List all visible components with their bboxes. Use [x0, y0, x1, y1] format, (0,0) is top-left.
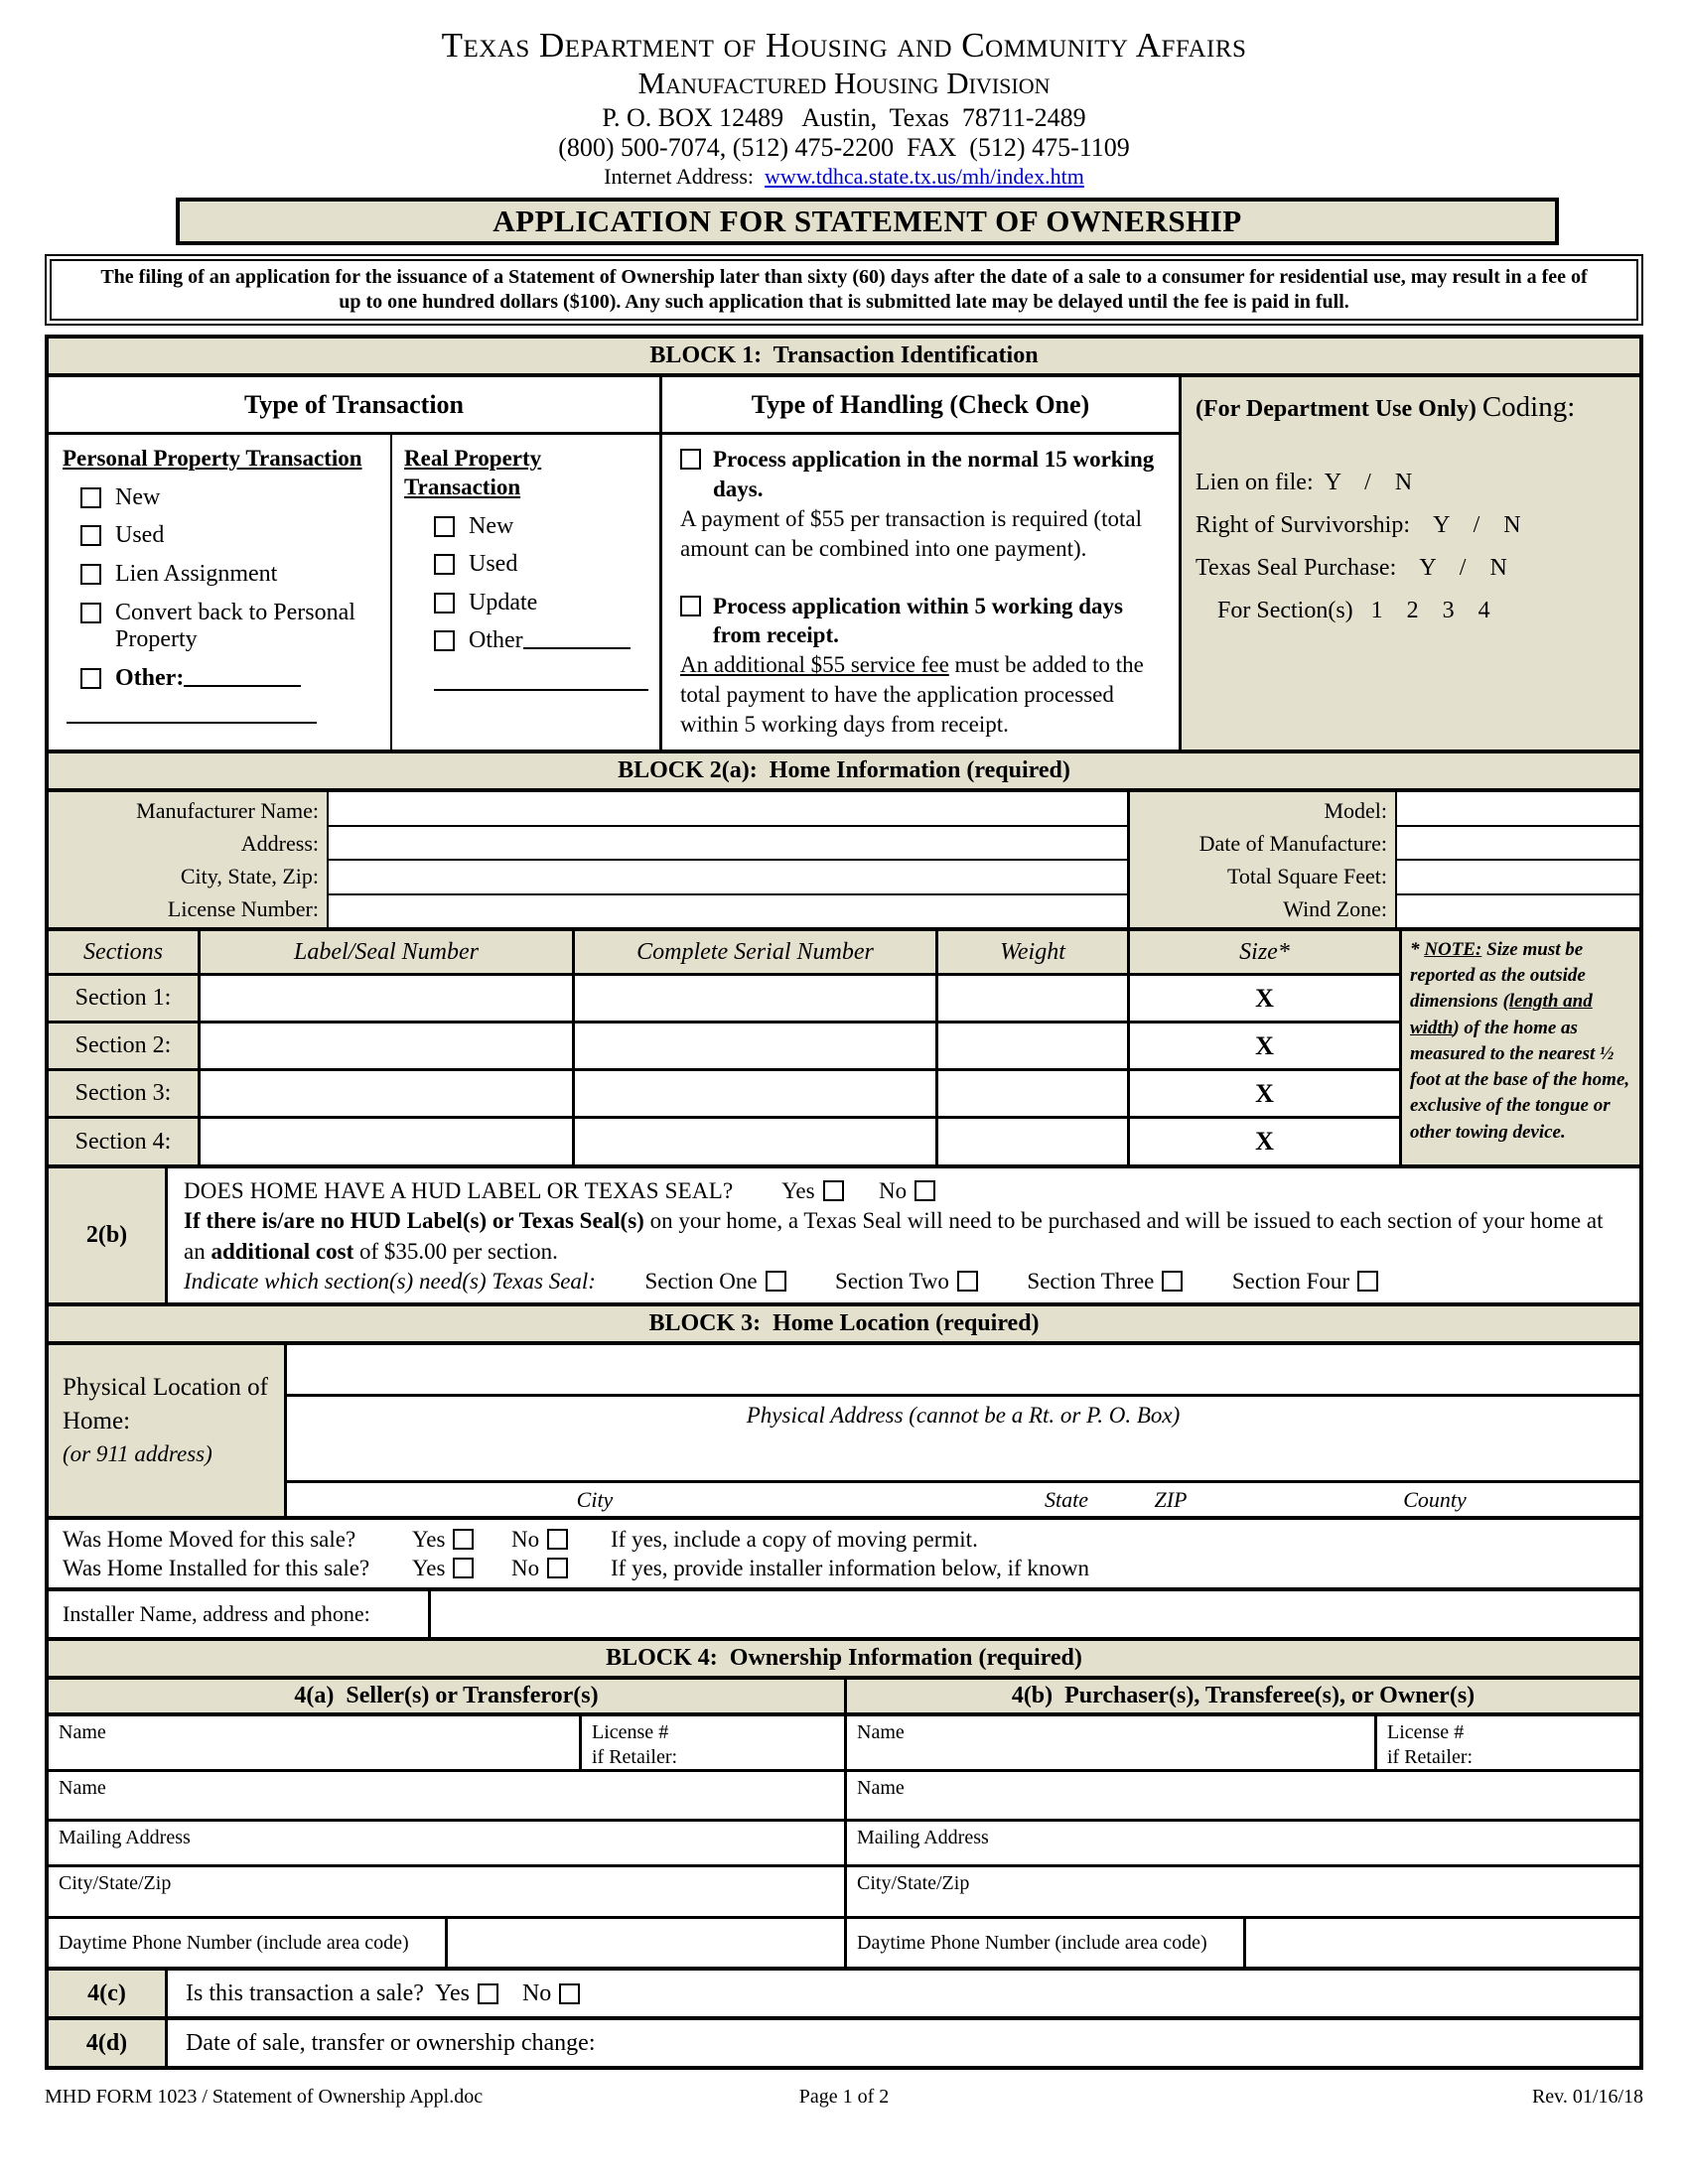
moved-yes-label: Yes	[412, 1527, 446, 1553]
zip-label: ZIP	[1154, 1486, 1188, 1512]
division-name: Manufactured Housing Division	[637, 66, 1051, 100]
physical-address-hint-cell[interactable]	[287, 1397, 1639, 1480]
letterhead	[45, 26, 1643, 190]
real-new-label: New	[469, 512, 514, 539]
block4-header: BLOCK 4: Ownership Information (required)	[49, 1637, 1639, 1680]
home-installed-question: Was Home Installed for this sale?	[63, 1556, 370, 1581]
installer-label: Installer Name, address and phone:	[49, 1591, 431, 1637]
purchaser-name2-label: Name	[857, 1777, 905, 1800]
manufacturer-inputs	[327, 792, 1127, 927]
seller-phone-input[interactable]	[448, 1919, 844, 1967]
real-property-subcolumn	[390, 435, 659, 750]
personal-convert-checkbox[interactable]	[80, 603, 101, 623]
sale-yes-checkbox[interactable]	[478, 1983, 498, 2004]
seal-section-three-checkbox[interactable]	[1162, 1271, 1183, 1292]
sections-table	[49, 927, 1639, 1164]
department-coding-column	[1179, 377, 1639, 750]
purchaser-name2-cell[interactable]	[847, 1772, 1639, 1822]
personal-option-convert	[80, 600, 384, 654]
manufacturer-citystatezip-label: City, State, Zip:	[180, 863, 319, 888]
personal-option-new	[80, 484, 384, 512]
block1-header: BLOCK 1: Transaction Identification	[49, 339, 1639, 377]
installer-row	[49, 1587, 1639, 1637]
purchaser-phone-input[interactable]	[1246, 1919, 1639, 1967]
wind-zone-input[interactable]	[1397, 895, 1639, 928]
section2-weight-input[interactable]	[938, 1024, 1127, 1068]
texas-seal-purchase-line: Texas Seal Purchase: Y / N	[1196, 555, 1507, 581]
handling-normal-checkbox[interactable]	[680, 449, 701, 470]
manufacturer-citystatezip-input[interactable]	[329, 861, 1127, 895]
handling-option-normal	[680, 445, 1161, 504]
block3-content	[49, 1345, 1639, 1516]
moved-yes-checkbox[interactable]	[453, 1529, 474, 1550]
personal-other-continuation-line[interactable]	[67, 722, 317, 724]
block2a-content	[49, 792, 1639, 927]
personal-used-label: Used	[115, 522, 165, 549]
section4-serial-input[interactable]	[575, 1119, 935, 1164]
real-option-used	[434, 551, 653, 579]
handling-option-expedited	[680, 592, 1161, 651]
serial-number-column-header: Complete Serial Number	[575, 931, 935, 973]
sale-no-label: No	[521, 1979, 552, 2006]
purchaser-if-retailer-label: if Retailer:	[1387, 1746, 1474, 1769]
seal-section-one-checkbox[interactable]	[766, 1271, 786, 1292]
section3-serial-input[interactable]	[575, 1071, 935, 1116]
application-form-table	[45, 335, 1643, 2070]
seller-if-retailer-label: if Retailer:	[592, 1746, 678, 1769]
real-property-title: Real Property Transaction	[404, 446, 542, 499]
total-square-feet-input[interactable]	[1397, 861, 1639, 895]
address-field-labels	[287, 1480, 1639, 1516]
section3-label-seal-input[interactable]	[201, 1071, 572, 1116]
agency-name: Texas Department of Housing and Community Affairs	[441, 26, 1247, 65]
block2b-row	[49, 1164, 1639, 1302]
purchaser-citystatezip-label: City/State/Zip	[857, 1872, 970, 1895]
street-address-input[interactable]	[287, 1345, 1639, 1397]
installed-yes-label: Yes	[412, 1556, 446, 1581]
manufacturer-name-input[interactable]	[329, 792, 1127, 827]
purchaser-phone-label-cell	[847, 1919, 1246, 1967]
indicate-sections-label: Indicate which section(s) need(s) Texas Seal:	[184, 1269, 596, 1295]
seller-phone-label-cell	[49, 1919, 448, 1967]
real-used-label: Used	[469, 551, 518, 578]
block2a-header: BLOCK 2(a): Home Information (required)	[49, 750, 1639, 792]
real-option-other	[434, 627, 653, 655]
seller-citystatezip-label: City/State/Zip	[59, 1872, 172, 1895]
sale-question: Is this transaction a sale? Yes	[186, 1979, 470, 2006]
block4-content	[49, 1716, 1639, 1967]
seller-name2-cell[interactable]	[49, 1772, 844, 1822]
label-seal-column-header: Label/Seal Number	[201, 931, 572, 973]
size-note: * NOTE: Size must be reported as the outside dimensions (length and width) of the home as measured to the nearest ½ foot at the base of the home, exclusive of the tongue or other towing device.	[1402, 931, 1639, 1164]
block3-header: BLOCK 3: Home Location (required)	[49, 1302, 1639, 1345]
footer-form-number: MHD FORM 1023 / Statement of Ownership Appl.doc	[45, 2086, 484, 2109]
handling-expedited-checkbox[interactable]	[680, 596, 701, 616]
purchaser-license-label: License #	[1387, 1721, 1465, 1744]
seal-sections-line	[184, 1267, 1623, 1297]
section-one-label: Section One	[644, 1269, 758, 1295]
section2-label-seal-input[interactable]	[201, 1024, 572, 1068]
page-footer	[45, 2086, 1643, 2109]
personal-new-label: New	[115, 483, 161, 510]
home-moved-line	[63, 1527, 1639, 1553]
form-title: APPLICATION FOR STATEMENT OF OWNERSHIP	[492, 204, 1242, 238]
date-of-manufacture-input[interactable]	[1397, 827, 1639, 862]
section4-row-label: Section 4:	[49, 1119, 198, 1164]
purchaser-name-cell[interactable]	[847, 1716, 1374, 1769]
for-sections-line: For Section(s) 1 2 3 4	[1217, 598, 1490, 623]
seal-section-two-checkbox[interactable]	[957, 1271, 978, 1292]
department-use-only-label: (For Department Use Only)	[1196, 396, 1482, 422]
real-update-checkbox[interactable]	[434, 593, 455, 614]
purchaser-column-header: 4(b) Purchaser(s), Transferee(s), or Owner(s)	[844, 1680, 1639, 1712]
home-moved-question: Was Home Moved for this sale?	[63, 1527, 356, 1553]
seller-name2-label: Name	[59, 1777, 106, 1800]
sale-no-checkbox[interactable]	[559, 1983, 580, 2004]
section1-label-seal-input[interactable]	[201, 976, 572, 1021]
purchaser-name-label: Name	[857, 1721, 905, 1744]
personal-used-checkbox[interactable]	[80, 525, 101, 546]
late-filing-notice-box	[45, 254, 1643, 326]
section1-serial-input[interactable]	[575, 976, 935, 1021]
date-of-manufacture-label: Date of Manufacture:	[1198, 830, 1387, 856]
texas-seal-purchase-text: If there is/are no HUD Label(s) or Texas Seal(s) on your home, a Texas Seal will need to be purchased and will be issued to each section of your home at an additional cost of $35.00 per section.	[184, 1208, 1604, 1264]
seller-license-cell[interactable]	[579, 1716, 844, 1769]
type-of-transaction-header: Type of Transaction	[49, 377, 659, 435]
purchaser-column	[844, 1716, 1639, 1967]
moved-note: If yes, include a copy of moving permit.	[611, 1527, 978, 1553]
hud-label-no-checkbox[interactable]	[914, 1180, 935, 1201]
section3-weight-input[interactable]	[938, 1071, 1127, 1116]
moved-installed-questions	[49, 1516, 1639, 1587]
purchaser-citystatezip-cell[interactable]	[847, 1867, 1639, 1919]
po-box-address: P. O. BOX 12489 Austin, Texas 78711-2489	[602, 103, 1086, 132]
personal-other-label: Other:	[115, 664, 185, 691]
type-of-handling-header: Type of Handling (Check One)	[662, 377, 1179, 435]
section-two-label: Section Two	[835, 1269, 949, 1295]
installer-info-input[interactable]	[431, 1591, 1639, 1637]
block4c-label: 4(c)	[49, 1971, 168, 2016]
total-square-feet-label: Total Square Feet:	[1227, 863, 1387, 888]
model-input[interactable]	[1397, 792, 1639, 827]
section1-weight-input[interactable]	[938, 976, 1127, 1021]
moved-no-checkbox[interactable]	[547, 1529, 568, 1550]
seller-column	[49, 1716, 844, 1967]
hud-label-yes-checkbox[interactable]	[823, 1180, 844, 1201]
real-option-new	[434, 513, 653, 541]
phone-numbers: (800) 500-7074, (512) 475-2200 FAX (512) 475-1109	[558, 133, 1130, 162]
footer-revision-date: Rev. 01/16/18	[1531, 2086, 1643, 2109]
installed-no-checkbox[interactable]	[547, 1558, 568, 1578]
county-label: County	[1403, 1486, 1467, 1512]
license-number-input[interactable]	[329, 895, 1127, 928]
manufacturer-name-label: Manufacturer Name:	[136, 797, 319, 823]
real-other-input[interactable]	[523, 627, 631, 649]
handling-options	[662, 435, 1179, 750]
home-detail-inputs	[1395, 792, 1639, 927]
personal-option-lien	[80, 561, 384, 589]
model-label: Model:	[1324, 797, 1387, 823]
section2-row-label: Section 2:	[49, 1024, 198, 1068]
purchaser-mailing-cell[interactable]	[847, 1822, 1639, 1867]
real-update-label: Update	[469, 589, 538, 615]
form-title-bar	[176, 198, 1559, 245]
block4c-row	[49, 1967, 1639, 2016]
city-label: City	[576, 1486, 614, 1512]
real-other-continuation-line[interactable]	[434, 689, 648, 691]
internet-address-label: Internet Address:	[604, 164, 766, 189]
real-new-checkbox[interactable]	[434, 516, 455, 537]
manufacturer-address-input[interactable]	[329, 827, 1127, 862]
seller-name-label: Name	[59, 1721, 106, 1744]
real-option-update	[434, 590, 653, 617]
installed-no-label: No	[511, 1556, 540, 1581]
handling-expedited-description: An additional $55 service fee must be added to the total payment to have the application processed within 5 working days from receipt.	[680, 652, 1144, 738]
section-three-label: Section Three	[1027, 1269, 1155, 1295]
hud-label-question: DOES HOME HAVE A HUD LABEL OR TEXAS SEAL?	[184, 1178, 734, 1204]
handling-normal-description: A payment of $55 per transaction is required (total amount can be combined into one payment).	[680, 505, 1142, 561]
state-label: State	[1045, 1486, 1088, 1512]
section4-weight-input[interactable]	[938, 1119, 1127, 1164]
moved-no-label: No	[511, 1527, 540, 1553]
section3-size-input[interactable]: X	[1130, 1071, 1399, 1116]
manufacturer-address-label: Address:	[240, 830, 319, 856]
seller-license-label: License #	[592, 1721, 669, 1744]
block4d-label: 4(d)	[49, 2020, 168, 2066]
footer-page-number: Page 1 of 2	[798, 2086, 890, 2109]
type-of-transaction-column	[49, 377, 659, 750]
date-of-sale-label: Date of sale, transfer or ownership change:	[186, 2029, 596, 2056]
personal-lien-label: Lien Assignment	[115, 560, 278, 587]
website-link[interactable]: www.tdhca.state.tx.us/mh/index.htm	[765, 164, 1084, 189]
or-911-address-label: (or 911 address)	[63, 1440, 212, 1466]
late-filing-notice-text: The filing of an application for the issuance of a Statement of Ownership later than sixty (60) days after the date of a sale to a consumer for residential use, may result in a fee of up to one hundred dollars ($100). Any such application that is submitted late may be delayed until the fee is paid in full.	[50, 259, 1638, 321]
personal-property-subcolumn	[49, 435, 390, 750]
block2b-label: 2(b)	[49, 1168, 168, 1302]
home-detail-labels	[1127, 792, 1395, 927]
personal-other-checkbox[interactable]	[80, 668, 101, 689]
personal-other-input[interactable]	[184, 665, 301, 687]
seller-phone-label: Daytime Phone Number (include area code)	[59, 1931, 409, 1954]
home-installed-line	[63, 1556, 1639, 1581]
section-four-label: Section Four	[1231, 1269, 1350, 1295]
physical-address-hint: Physical Address (cannot be a Rt. or P. O. Box)	[746, 1403, 1181, 1429]
real-other-checkbox[interactable]	[434, 630, 455, 651]
weight-column-header: Weight	[938, 931, 1127, 973]
installed-note: If yes, provide installer information below, if known	[611, 1556, 1090, 1581]
hud-no-label: No	[879, 1178, 908, 1204]
manufacturer-labels	[49, 792, 327, 927]
license-number-label: License Number:	[167, 895, 319, 921]
section3-row-label: Section 3:	[49, 1071, 198, 1116]
personal-property-title: Personal Property Transaction	[63, 446, 362, 471]
seal-section-four-checkbox[interactable]	[1357, 1271, 1378, 1292]
seller-column-header: 4(a) Seller(s) or Transferor(s)	[294, 1683, 599, 1709]
handling-expedited-label: Process application within 5 working days from receipt.	[713, 593, 1123, 648]
block4d-row	[49, 2016, 1639, 2066]
real-other-label: Other	[469, 627, 523, 654]
right-of-survivorship-line: Right of Survivorship: Y / N	[1196, 512, 1521, 538]
section2-serial-input[interactable]	[575, 1024, 935, 1068]
sections-column-header: Sections	[49, 931, 198, 973]
type-of-handling-column	[659, 377, 1179, 750]
block1-content	[49, 377, 1639, 750]
purchaser-license-cell[interactable]	[1374, 1716, 1639, 1769]
personal-new-checkbox[interactable]	[80, 487, 101, 508]
installed-yes-checkbox[interactable]	[453, 1558, 474, 1578]
handling-normal-label: Process application in the normal 15 working days.	[713, 447, 1155, 501]
physical-location-label: Physical Location of Home:	[63, 1374, 268, 1435]
real-used-checkbox[interactable]	[434, 554, 455, 575]
hud-label-question-line	[184, 1176, 1623, 1206]
seller-citystatezip-cell[interactable]	[49, 1867, 844, 1919]
lien-on-file-line: Lien on file: Y / N	[1196, 470, 1413, 495]
personal-lien-checkbox[interactable]	[80, 564, 101, 585]
size-column-header: Size*	[1130, 931, 1399, 973]
coding-label: Coding:	[1481, 391, 1576, 423]
section2-size-input[interactable]: X	[1130, 1024, 1399, 1068]
purchaser-mailing-label: Mailing Address	[857, 1827, 989, 1849]
personal-convert-label: Convert back to Personal Property	[115, 599, 355, 653]
seller-mailing-cell[interactable]	[49, 1822, 844, 1867]
seller-name-cell[interactable]	[49, 1716, 579, 1769]
section4-label-seal-input[interactable]	[201, 1119, 572, 1164]
block4-column-headers	[49, 1680, 1639, 1716]
hud-yes-label: Yes	[781, 1178, 815, 1204]
section1-row-label: Section 1:	[49, 976, 198, 1021]
physical-location-label-cell	[49, 1345, 287, 1516]
section4-size-input[interactable]: X	[1130, 1119, 1399, 1164]
personal-option-used	[80, 522, 384, 550]
wind-zone-label: Wind Zone:	[1283, 895, 1387, 921]
personal-option-other	[80, 665, 384, 693]
seller-mailing-label: Mailing Address	[59, 1827, 191, 1849]
section1-size-input[interactable]: X	[1130, 976, 1399, 1021]
date-of-sale-cell[interactable]	[168, 2020, 1639, 2066]
purchaser-phone-label: Daytime Phone Number (include area code)	[857, 1931, 1207, 1954]
